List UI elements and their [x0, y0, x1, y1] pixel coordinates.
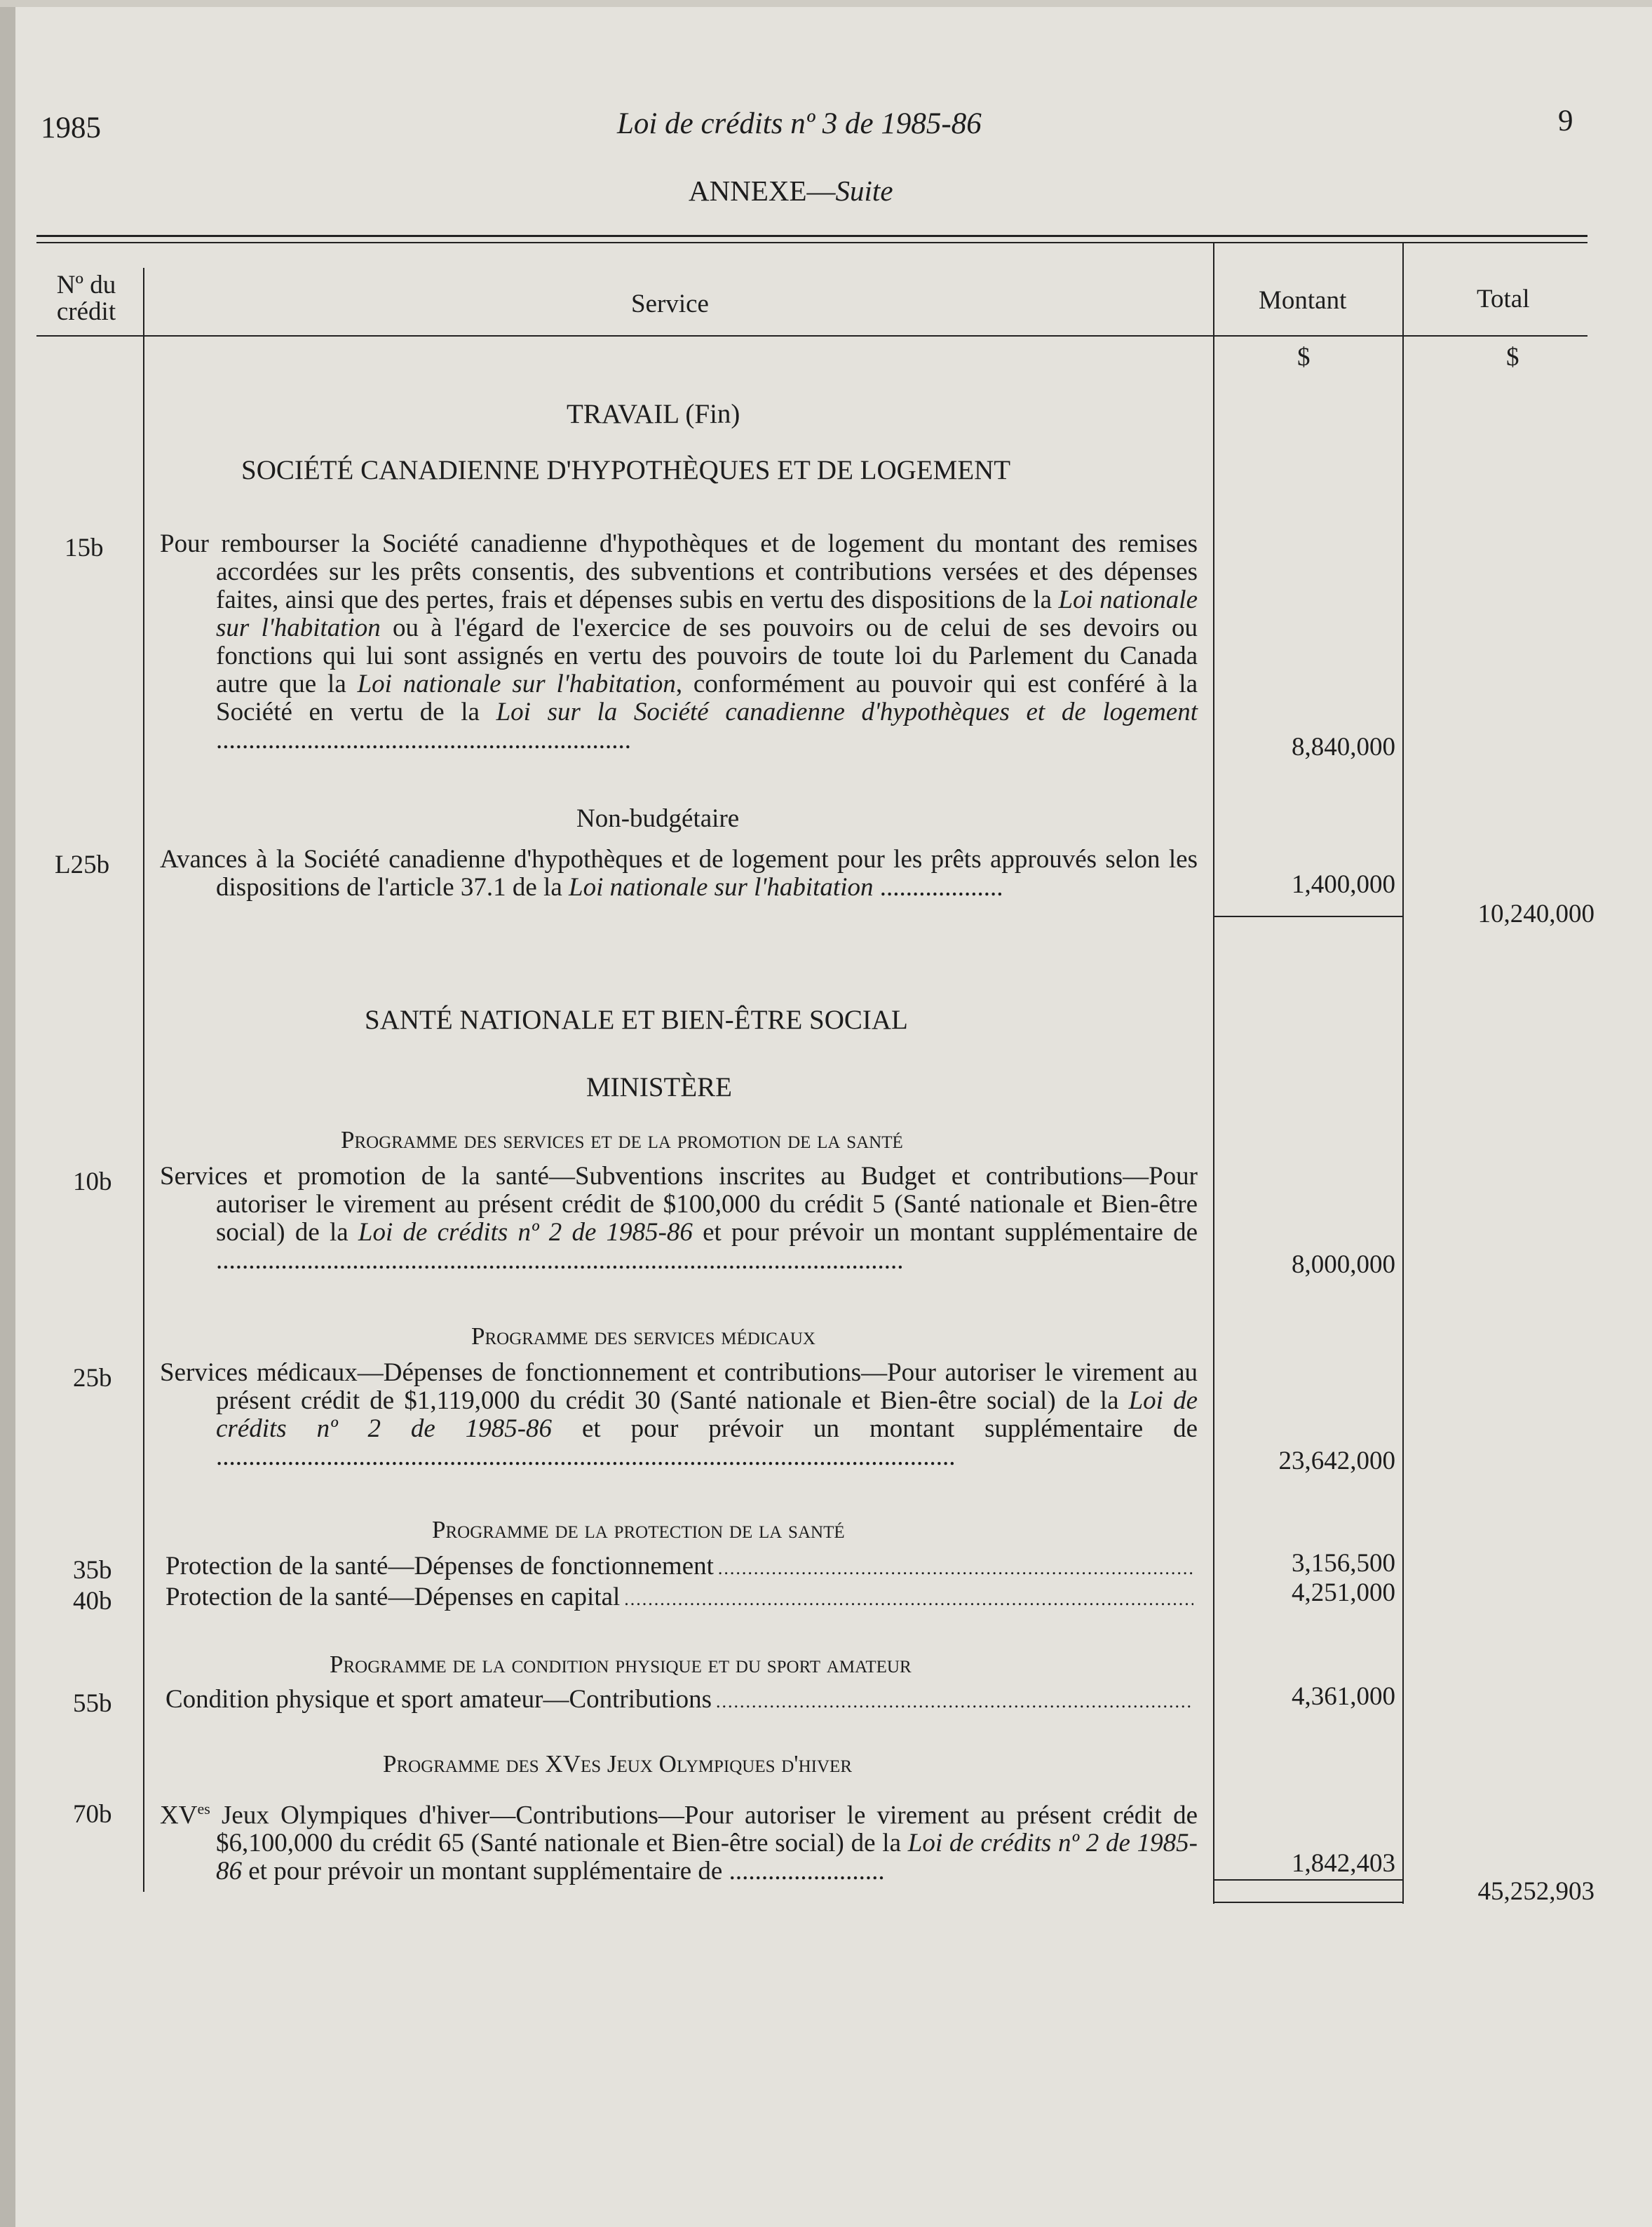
section-subtitle-schl: SOCIÉTÉ CANADIENNE D'HYPOTHÈQUES ET DE LOGEMENT: [241, 455, 1011, 485]
vote-number: 35b: [73, 1556, 112, 1585]
subtotal-rule: [1214, 916, 1402, 917]
vote-amount: 1,400,000: [1292, 870, 1395, 899]
col-divider-head: [143, 268, 144, 335]
vote-number: 15b: [65, 534, 104, 562]
col-total-header: Total: [1477, 285, 1530, 313]
program-heading: Programme de la condition physique et du sport amateur: [330, 1651, 912, 1678]
program-heading: Programme des services médicaux: [471, 1322, 815, 1350]
vote-number: 10b: [73, 1167, 112, 1196]
program-heading: Programme de la protection de la santé: [432, 1516, 845, 1543]
vote-amount: 8,000,000: [1292, 1250, 1395, 1279]
vote-number: 70b: [73, 1800, 112, 1829]
col-credit-header: Nº du crédit: [56, 271, 116, 326]
vote-amount: 1,842,403: [1292, 1849, 1395, 1878]
program-heading: Programme des services et de la promotion de la santé: [341, 1126, 903, 1153]
vote-text: Protection de la santé—Dépenses de fonctionnement .....: [165, 1552, 1198, 1583]
vote-number: 25b: [73, 1364, 112, 1393]
subtotal-rule: [1214, 1879, 1402, 1881]
header-title: Loi de crédits nº 3 de 1985-86: [617, 107, 982, 140]
rule-header-bottom: [36, 335, 1587, 337]
col-service-header: Service: [631, 290, 709, 318]
section-title-sante: SANTÉ NATIONALE ET BIEN-ÊTRE SOCIAL: [365, 1005, 908, 1035]
section-total-sante: 45,252,903: [1477, 1877, 1595, 1906]
section-total-travail: 10,240,000: [1477, 900, 1595, 928]
vote-text: $XV^{es}$ Jeux Olympiques d'hiver—Contributions—Pour autoriser le virement au présent crédit de $6,100,000 du crédit 65 (Santé nationale et Bien-être social) de la Loi de crédits nº 2 de 1985-86 et pour prévoir un montant supplémentaire de ........................: [160, 1800, 1198, 1886]
vote-text: Condition physique et sport amateur—Contributions .....: [165, 1686, 1198, 1716]
currency-montant: $: [1297, 343, 1311, 372]
scan-edge-top: [0, 0, 1652, 7]
annex-title: ANNEXE—Suite: [689, 175, 893, 207]
vote-text: Avances à la Société canadienne d'hypothèques et de logement pour les prêts approuvés selon les dispositions de l'article 37.1 de la Loi nationale sur l'habitation ...................: [160, 845, 1198, 902]
scan-edge: [0, 0, 15, 2227]
vote-amount: 8,840,000: [1292, 733, 1395, 761]
vote-amount: 4,361,000: [1292, 1682, 1395, 1711]
total-rule: [1214, 1902, 1402, 1903]
vote-number: L25b: [55, 851, 110, 879]
section-title-travail: TRAVAIL (Fin): [567, 399, 740, 429]
col-divider-service: [1213, 242, 1214, 1904]
header-year: 1985: [41, 111, 101, 144]
vote-amount: 3,156,500: [1292, 1549, 1395, 1578]
page-number: 9: [1558, 104, 1573, 137]
col-divider-credit: [143, 335, 144, 1892]
vote-number: 55b: [73, 1689, 112, 1718]
vote-text: Services et promotion de la santé—Subventions inscrites au Budget et contributions—Pour autoriser le virement au présent crédit de $100,000 du crédit 5 (Santé nationale et Bien-être social) de la Loi de crédits nº 2 de 1985-86 et pour prévoir un montant supplémentaire de ..........................................................................................................: [160, 1162, 1198, 1275]
vote-text: Services médicaux—Dépenses de fonctionnement et contributions—Pour autoriser le virement au présent crédit de $1,119,000 du crédit 30 (Santé nationale et Bien-être social) de la Loi de crédits nº 2 de 1985-86 et pour prévoir un montant supplémentaire de ..................................................................................................................: [160, 1358, 1198, 1471]
vote-number: 40b: [73, 1587, 112, 1616]
vote-text: Protection de la santé—Dépenses en capital .....: [165, 1583, 1198, 1613]
vote-amount: 4,251,000: [1292, 1578, 1395, 1607]
rule-top-1: [36, 235, 1587, 237]
currency-total: $: [1506, 343, 1519, 372]
col-divider-montant: [1402, 242, 1404, 1904]
program-heading: Programme des XVes Jeux Olympiques d'hiver: [383, 1750, 852, 1778]
vote-text: Pour rembourser la Société canadienne d'hypothèques et de logement du montant des remises accordées sur les prêts consentis, des subventions et contributions versées et des dépenses faites, ainsi que des pertes, frais et dépenses subis en vertu des dispositions de la Loi nationale sur l'habitation ou à l'égard de l'exercice de ses pouvoirs ou de celui de ses devoirs ou fonctions qui lui sont assignés en vertu des pouvoirs de toute loi du Parlement du Canada autre que la Loi nationale sur l'habitation, conformément au pouvoir qui est conféré à la Société en vertu de la Loi sur la Société canadienne d'hypothèques et de logement ................................................................: [160, 529, 1198, 754]
col-montant-header: Montant: [1259, 286, 1347, 315]
rule-top-2: [36, 242, 1587, 243]
section-subtitle-ministere: MINISTÈRE: [586, 1072, 732, 1102]
non-budgetary-label: Non-budgétaire: [576, 804, 740, 833]
vote-amount: 23,642,000: [1278, 1447, 1395, 1475]
